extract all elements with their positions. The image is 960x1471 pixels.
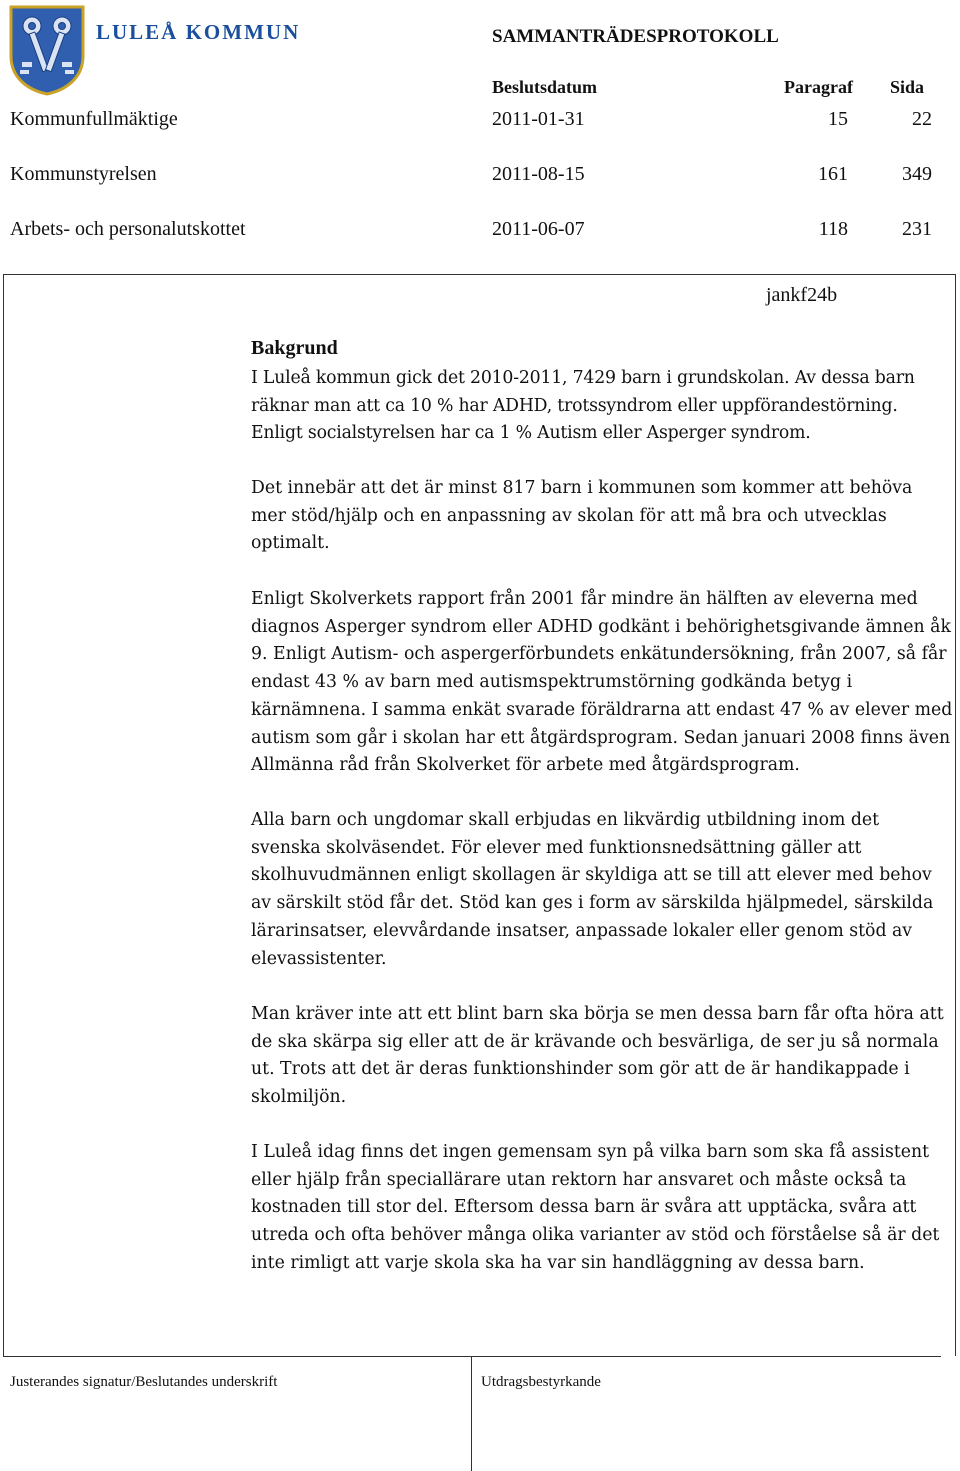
meeting-row-date: 2011-06-07	[492, 218, 585, 240]
section-heading: Bakgrund	[251, 337, 338, 359]
document-reference: jankf24b	[766, 284, 838, 306]
paragraph-statistics: Enligt Skolverkets rapport från 2001 får mindre än hälften av eleverna med diagnos Asperger syndrom eller ADHD godkänt i behörighetsgivande ämnen åk 9. Enligt Autism- och aspergerförbundets enkätundersökning, från 2007, så får endast 43 % av barn med autismspektrumstörning godkända betyg i kärnämnena. I samma enkät svarade föräldrarna att endast 47 % av elever med autism som går i skolan har ett åtgärdsprogram. Sedan januari 2008 finns även Allmänna råd från Skolverket för arbete med åtgärdsprogram.	[251, 589, 953, 776]
meeting-row-page: 22	[912, 108, 932, 130]
paragraph-line: Enligt socialstyrelsen har ca 1 % Autism eller Asperger syndrom.	[251, 423, 811, 444]
paragraph-education-rights: Alla barn och ungdomar skall erbjudas en likvärdig utbildning inom det svenska skolväsendet. För elever med funktionsnedsättning gäller att skolhuvudmännen enligt skollagen är skyldiga att se till att elever med behov av särskilt stöd får det. Stöd kan ges i form av särskilda hjälpmedel, särskilda lärarinsatser, elevvårdande insatser, anpassade lokaler eller genom stöd av elevassistenter.	[251, 810, 934, 969]
footer-column-divider	[471, 1356, 472, 1471]
paragraph-current-situation: I Luleå idag finns det ingen gemensam syn på vilka barn som ska få assistent eller hjälp från speciallärare utan rektorn har ansvaret och måste också ta kostnaden till stor del. Eftersom dessa barn är svåra att upptäcka, svåra att utreda och ofta behöver många olika varianter av stöd och förståelse så är det inte rimligt att varje skola ska ha var sin handläggning av dessa barn.	[251, 1142, 940, 1273]
column-header-date: Beslutsdatum	[492, 77, 598, 97]
meeting-row-paragraph: 118	[818, 218, 848, 240]
footer-divider	[3, 1356, 471, 1357]
footer-divider	[471, 1356, 941, 1357]
paragraph-line: räknar man att ca 10 % har ADHD, trotssyndrom eller uppförandestörning.	[251, 395, 898, 416]
meeting-row-name: Arbets- och personalutskottet	[10, 218, 246, 240]
meeting-row-paragraph: 161	[818, 163, 848, 185]
organization-name: LULEÅ KOMMUN	[96, 20, 301, 44]
meeting-row-page: 231	[902, 218, 932, 240]
paragraph-line: I Luleå kommun gick det 2010-2011, 7429 barn i grundskolan. Av dessa barn	[251, 368, 915, 388]
meeting-row-page: 349	[902, 163, 932, 185]
meeting-row-date: 2011-08-15	[492, 163, 585, 185]
paragraph-background	[251, 365, 956, 448]
paragraph-expectations: Man kräver inte att ett blint barn ska börja se men dessa barn får ofta höra att de ska skärpa sig eller att de är krävande och besvärliga, de ser ju så normala ut. Trots att det är deras funktionshinder som gör att de är handikappade i skolmiljön.	[251, 1004, 944, 1108]
meeting-row-paragraph: 15	[828, 108, 848, 130]
certification-label: Utdragsbestyrkande	[481, 1374, 601, 1390]
column-header-page: Sida	[890, 77, 925, 97]
meeting-row-name: Kommunstyrelsen	[10, 163, 157, 185]
column-header-paragraph: Paragraf	[784, 77, 853, 97]
meeting-row-date: 2011-01-31	[492, 108, 585, 130]
document-title: SAMMANTRÄDESPROTOKOLL	[492, 26, 779, 47]
meeting-row-name: Kommunfullmäktige	[10, 108, 178, 130]
signature-label: Justerandes signatur/Beslutandes underskrift	[10, 1374, 278, 1390]
coat-of-arms-keys-icon	[8, 4, 86, 96]
paragraph-consequence: Det innebär att det är minst 817 barn i kommunen som kommer att behöva mer stöd/hjälp och en anpassning av skolan för att må bra och utvecklas optimalt.	[251, 478, 913, 554]
